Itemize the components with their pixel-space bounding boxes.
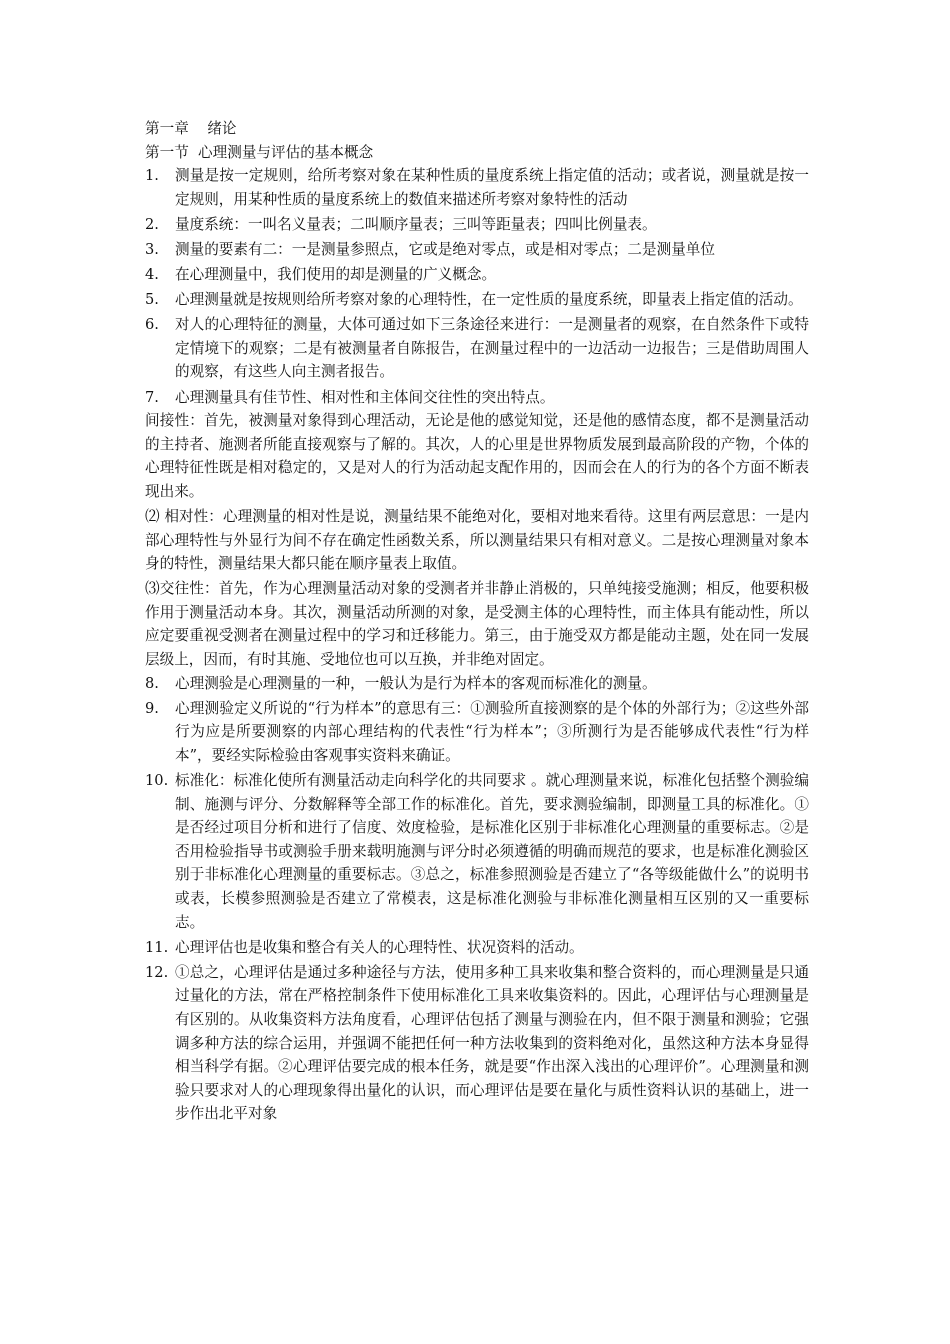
chapter-title: 第一章 绪论 <box>145 120 237 137</box>
list-item <box>145 263 809 287</box>
item-number: 7. <box>145 388 159 406</box>
item-text: 对人的心理特征的测量，大体可通过如下三条途径来进行：一是测量者的观察，在自然条件下或特定情境下的观察；二是有被测量者自陈报告，在测量过程中的一边活动一边报告；三是借助周围人的观察，有这些人向主测者报告。 <box>175 316 809 381</box>
document-page <box>145 117 809 1126</box>
list-item <box>145 213 809 237</box>
item-number: 3. <box>145 240 159 258</box>
item-number: 11. <box>145 938 169 956</box>
list-item <box>145 961 809 1126</box>
item-text: 心理评估也是收集和整合有关人的心理特性、状况资料的活动。 <box>175 938 584 956</box>
list-item <box>145 936 809 960</box>
section-title: 第一节 心理测量与评估的基本概念 <box>145 143 374 161</box>
list-item <box>145 313 809 384</box>
item-number: 9. <box>145 699 159 717</box>
item-text: 心理测验定义所说的“行为样本”的意思有三：①测验所直接测察的是个体的外部行为；②这些外部行为应是所要测察的内部心理结构的代表性“行为样本”；③所测行为是否能够成代表性“行为样本”，要经实际检验由客观事实资料来确证。 <box>175 699 809 764</box>
item-number: 2. <box>145 215 159 233</box>
paragraph-interactivity: ⑶交往性：首先，作为心理测量活动对象的受测者并非静止消极的，只单纯接受施测；相反，他要积极作用于测量活动本身。其次，测量活动所测的对象，是受测主体的心理特性，而主体具有能动性，所以应定要重视受测者在测量过程中的学习和迁移能力。第三，由于施受双方都是能动主题，处在同一发展层级上，因而，有时其施、受地位也可以互换，并非绝对固定。 <box>145 580 809 669</box>
item-text: 标准化：标准化使所有测量活动走向科学化的共同要求 。就心理测量来说，标准化包括整个测验编制、施测与评分、分数解释等全部工作的标准化。首先，要求测验编制，即测量工具的标准化。①是否经过项目分析和进行了信度、效度检验，是标准化区别于非标准化心理测量的重要标志。②是否用检验指导书或测验手册来载明施测与评分时必须遵循的明确而规范的要求，也是标准化测验区别于非标准化心理测量的重要标志。③总之，标准参照测验是否建立了“各等级能做什么”的说明书或表，长模参照测验是否建立了常模表，这是标准化测验与非标准化测量相互区别的又一重要标志。 <box>175 772 809 931</box>
paragraph-relativity: ⑵ 相对性：心理测量的相对性是说，测量结果不能绝对化，要相对地来看待。这里有两层意思：一是内部心理特性与外显行为间不存在确定性函数关系，所以测量结果只有相对意义。二是按心理测量对象本身的特性，测量结果大都只能在顺序量表上取值。 <box>145 508 809 573</box>
paragraph-indirectness: 间接性：首先，被测量对象得到心理活动，无论是他的感觉知觉，还是他的感情态度，都不是测量活动的主持者、施测者所能直接观察与了解的。其次，人的心里是世界物质发展到最高阶段的产物，个体的心理特征性既是相对稳定的，又是对人的行为活动起支配作用的，因而会在人的行为的各个方面不断表现出来。 <box>145 412 809 500</box>
item-text: 测量的要素有二：一是测量参照点，它或是绝对零点，或是相对零点；二是测量单位 <box>175 240 715 258</box>
item-number: 6. <box>145 316 159 334</box>
item-text: 心理测量具有佳节性、相对性和主体间交往性的突出特点。 <box>175 388 555 406</box>
list-item <box>145 769 809 934</box>
item-number: 10. <box>145 772 169 790</box>
list-item <box>145 288 809 312</box>
item-text: 量度系统：一叫名义量表；二叫顺序量表；三叫等距量表；四叫比例量表。 <box>175 215 657 233</box>
item-text: 心理测量就是按规则给所考察对象的心理特性，在一定性质的量度系统，即量表上指定值的活动。 <box>175 291 803 309</box>
item-text: ①总之，心理评估是通过多种途径与方法，使用多种工具来收集和整合资料的，而心理测量是只通过量化的方法，常在严格控制条件下使用标准化工具来收集资料的。因此，心理评估与心理测量是有区别的。从收集资料方法角度看，心理评估包括了测量与测验在内，但不限于测量和测验；它强调多种方法的综合运用，并强调不能把任何一种方法收集到的资料绝对化，虽然这种方法本身显得相当科学有据。②心理评估要完成的根本任务，就是要“作出深入浅出的心理评价”。心理测量和测验只要求对人的心理现象得出量化的认识，而心理评估是要在量化与质性资料认识的基础上，进一步作出北平对象 <box>175 963 809 1123</box>
item-text: 在心理测量中，我们使用的却是测量的广义概念。 <box>175 266 497 284</box>
item-number: 12. <box>145 963 169 981</box>
list-item <box>145 672 809 696</box>
list-item <box>145 164 809 211</box>
item-text: 心理测验是心理测量的一种，一般认为是行为样本的客观而标准化的测量。 <box>175 674 657 692</box>
list-item <box>145 238 809 262</box>
item-number: 1. <box>145 167 159 185</box>
item-number: 8. <box>145 674 159 692</box>
item-number: 4. <box>145 266 159 284</box>
item-number: 5. <box>145 291 159 309</box>
item-text: 测量是按一定规则，给所考察对象在某种性质的量度系统上指定值的活动；或者说，测量就是按一定规则，用某种性质的量度系统上的数值来描述所考察对象特性的活动 <box>175 167 809 208</box>
list-item <box>145 697 809 768</box>
list-item <box>145 386 809 410</box>
